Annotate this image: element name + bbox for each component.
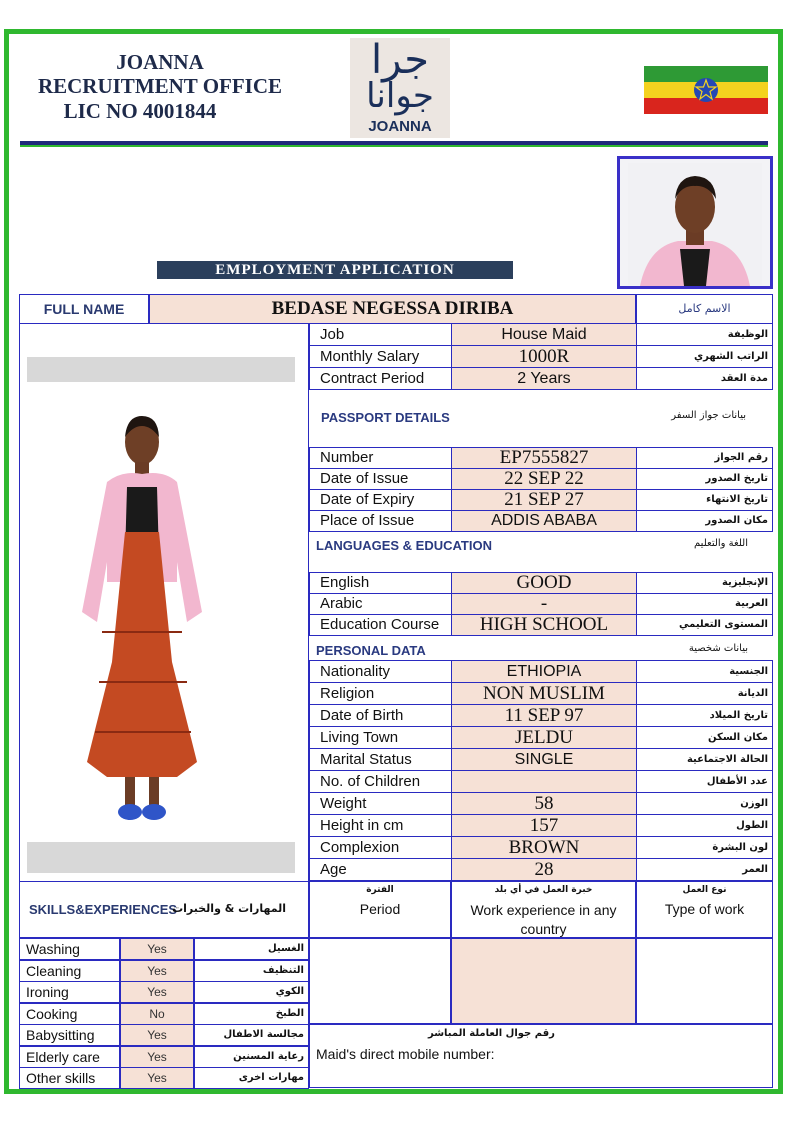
skill-label-4: Babysitting	[19, 1024, 120, 1046]
pass-label-1: Date of Issue	[309, 468, 452, 490]
job-label-2: Contract Period	[309, 367, 452, 390]
mobile-label: Maid's direct mobile number:	[316, 1046, 495, 1062]
lang-label-0: English	[309, 572, 452, 594]
pass-value-3: ADDIS ABABA	[451, 510, 637, 532]
pers-label-3: Living Town	[309, 726, 452, 749]
job-value-2: 2 Years	[451, 367, 637, 390]
pers-label-1: Religion	[309, 682, 452, 705]
pers-label-ar-1: الديانة	[636, 682, 773, 705]
full-name-label-ar: الاسم كامل	[636, 294, 773, 324]
skill-label-3: Cooking	[19, 1003, 120, 1025]
skill-value-3: No	[120, 1003, 194, 1025]
skill-value-0: Yes	[120, 938, 194, 960]
mobile-label-ar: رقم جوال العاملة المباشر	[428, 1028, 555, 1039]
lang-label-ar-2: المستوى التعليمي	[636, 614, 773, 636]
skills-title-ar: المهارات & والخبرات	[172, 902, 286, 915]
skill-value-2: Yes	[120, 981, 194, 1003]
pers-label-ar-8: لون البشرة	[636, 836, 773, 859]
languages-section-title-ar: اللغة والتعليم	[694, 538, 748, 549]
job-label-ar-1: الراتب الشهري	[636, 345, 773, 368]
type-of-work-label: Type of work	[664, 901, 745, 917]
personal-section-title-ar: بيانات شخصية	[688, 643, 748, 654]
skill-value-5: Yes	[120, 1046, 194, 1068]
skill-label-ar-3: الطبخ	[194, 1003, 309, 1025]
pers-label-9: Age	[309, 858, 452, 881]
pass-label-ar-1: تاريخ الصدور	[636, 468, 773, 490]
job-value-1: 1000R	[451, 345, 637, 368]
skill-label-ar-4: مجالسة الاطفال	[194, 1024, 309, 1046]
work-experience-label: Work experience in any country	[470, 902, 617, 937]
full-name-label: FULL NAME	[19, 294, 149, 324]
skill-value-4: Yes	[120, 1024, 194, 1046]
pers-label-ar-4: الحالة الاجتماعية	[636, 748, 773, 771]
personal-section-title: PERSONAL DATA	[316, 643, 426, 658]
portrait-photo	[617, 156, 773, 289]
pers-value-1: NON MUSLIM	[451, 682, 637, 705]
office-name-line1: JOANNA	[116, 50, 204, 74]
passport-section-title-ar: بيانات جواز السفر	[671, 410, 746, 421]
pers-value-2: 11 SEP 97	[451, 704, 637, 727]
lang-value-2: HIGH SCHOOL	[451, 614, 637, 636]
job-label-ar-0: الوظيفة	[636, 323, 773, 346]
experience-work-cell	[451, 938, 636, 1024]
pers-label-0: Nationality	[309, 660, 452, 683]
pers-value-5	[451, 770, 637, 793]
pers-label-6: Weight	[309, 792, 452, 815]
logo-arabic-top: جرا	[371, 37, 429, 83]
pass-label-3: Place of Issue	[309, 510, 452, 532]
pers-label-5: No. of Children	[309, 770, 452, 793]
job-value-0: House Maid	[451, 323, 637, 346]
skill-label-5: Elderly care	[19, 1046, 120, 1068]
skill-value-6: Yes	[120, 1067, 194, 1089]
pass-label-ar-2: تاريخ الانتهاء	[636, 489, 773, 511]
pass-label-0: Number	[309, 447, 452, 469]
pers-label-2: Date of Birth	[309, 704, 452, 727]
pers-label-4: Marital Status	[309, 748, 452, 771]
lang-label-2: Education Course	[309, 614, 452, 636]
skill-label-ar-1: التنظيف	[194, 960, 309, 982]
lang-value-0: GOOD	[451, 572, 637, 594]
pers-label-7: Height in cm	[309, 814, 452, 837]
skill-value-1: Yes	[120, 960, 194, 982]
logo-arabic: جوانا	[366, 76, 434, 116]
logo-english: JOANNA	[368, 118, 432, 135]
pers-label-8: Complexion	[309, 836, 452, 859]
skills-title: SKILLS&EXPERIENCES	[29, 902, 178, 917]
skill-label-6: Other skills	[19, 1067, 120, 1089]
pers-label-ar-5: عدد الأطفال	[636, 770, 773, 793]
pass-label-ar-3: مكان الصدور	[636, 510, 773, 532]
lang-label-ar-0: الإنجليزية	[636, 572, 773, 594]
pers-value-3: JELDU	[451, 726, 637, 749]
form-title: EMPLOYMENT APPLICATION	[157, 261, 513, 279]
experience-type-cell	[636, 938, 773, 1024]
skill-label-ar-2: الكوي	[194, 981, 309, 1003]
pers-label-ar-7: الطول	[636, 814, 773, 837]
skills-header	[19, 881, 309, 938]
skill-label-0: Washing	[19, 938, 120, 960]
pass-value-1: 22 SEP 22	[451, 468, 637, 490]
period-label: Period	[359, 901, 401, 917]
skill-label-2: Ironing	[19, 981, 120, 1003]
pers-label-ar-9: العمر	[636, 858, 773, 881]
skill-label-ar-5: رعاية المسنين	[194, 1046, 309, 1068]
languages-section-title: LANGUAGES & EDUCATION	[316, 538, 492, 553]
pers-value-6: 58	[451, 792, 637, 815]
pers-value-8: BROWN	[451, 836, 637, 859]
ethiopia-flag-icon	[644, 66, 768, 114]
pers-label-ar-2: تاريخ الميلاد	[636, 704, 773, 727]
lang-label-ar-1: العربية	[636, 593, 773, 615]
pers-label-ar-6: الوزن	[636, 792, 773, 815]
pers-value-7: 157	[451, 814, 637, 837]
experience-work-header	[451, 881, 636, 938]
lang-value-1: -	[451, 593, 637, 615]
pers-label-ar-0: الجنسية	[636, 660, 773, 683]
experience-period-header	[309, 881, 451, 938]
pers-label-ar-3: مكان السكن	[636, 726, 773, 749]
full-body-photo-bg	[27, 382, 295, 842]
pass-label-2: Date of Expiry	[309, 489, 452, 511]
job-label-ar-2: مدة العقد	[636, 367, 773, 390]
pass-value-2: 21 SEP 27	[451, 489, 637, 511]
job-label-1: Monthly Salary	[309, 345, 452, 368]
pers-value-4: SINGLE	[451, 748, 637, 771]
job-label-0: Job	[309, 323, 452, 346]
type-of-work-label-ar: نوع العمل	[682, 885, 727, 895]
experience-type-header	[636, 881, 773, 938]
pers-value-9: 28	[451, 858, 637, 881]
pass-value-0: EP7555827	[451, 447, 637, 469]
period-label-ar: الفترة	[366, 885, 394, 895]
skill-label-ar-0: الغسيل	[194, 938, 309, 960]
full-name-value: BEDASE NEGESSA DIRIBA	[149, 294, 636, 324]
pass-label-ar-0: رقم الجواز	[636, 447, 773, 469]
passport-section-title: PASSPORT DETAILS	[321, 410, 450, 425]
mobile-number-box	[309, 1024, 773, 1088]
office-name-line2: RECRUITMENT OFFICE	[37, 74, 283, 98]
skill-label-1: Cleaning	[19, 960, 120, 982]
work-experience-label-ar: خبرة العمل في أي بلد	[494, 885, 593, 895]
lang-label-1: Arabic	[309, 593, 452, 615]
license-number: LIC NO 4001844	[63, 99, 217, 123]
skill-label-ar-6: مهارات اخرى	[194, 1067, 309, 1089]
pers-value-0: ETHIOPIA	[451, 660, 637, 683]
experience-period-cell	[309, 938, 451, 1024]
header-rule-green	[20, 145, 768, 147]
